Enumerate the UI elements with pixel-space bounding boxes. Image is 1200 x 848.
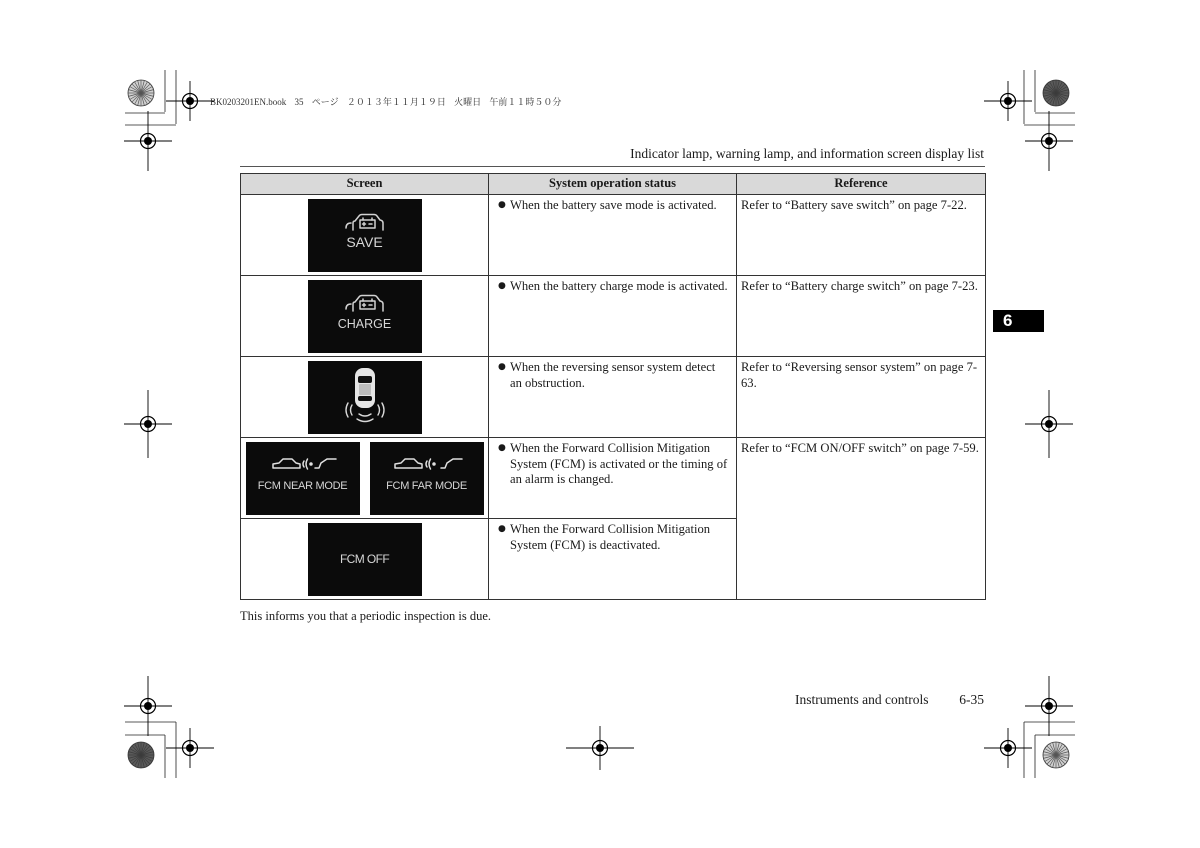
- battery-car-symbol: [346, 214, 383, 230]
- screen-label: FCM FAR MODE: [386, 479, 467, 492]
- screen-cell: [241, 195, 489, 276]
- screen-group: [241, 361, 488, 434]
- hook-stroke: [346, 304, 351, 309]
- reference-cell: Refer to “FCM ON/OFF switch” on page 7-59.: [737, 438, 986, 600]
- table-row: [241, 276, 986, 357]
- status-text: When the reversing sensor system detect an obstruction.: [510, 360, 716, 390]
- screen-label: CHARGE: [337, 316, 392, 331]
- battery-car-symbol: [346, 295, 383, 311]
- wave-right-outer: [382, 403, 384, 417]
- column-header-screen: Screen: [241, 174, 489, 195]
- wave-rear-outer: [357, 419, 373, 422]
- radar-wave-2: [429, 459, 431, 469]
- fcm-symbol: [273, 459, 336, 469]
- reversing-sensor-screen: [308, 361, 422, 434]
- screen-cell: [241, 357, 489, 438]
- screen-label: FCM OFF: [339, 551, 390, 566]
- status-item: [498, 441, 736, 488]
- status-cell: [489, 438, 737, 519]
- own-car: [395, 459, 422, 468]
- registration-mark: [166, 81, 214, 121]
- screen-cell: [241, 519, 489, 600]
- fcm-far-mode-screen: [370, 442, 484, 515]
- screen-group: [241, 199, 488, 272]
- fcm-symbol: [395, 459, 462, 469]
- page-number: 6-35: [959, 692, 984, 707]
- screen-group: [241, 280, 488, 353]
- radar-dot: [310, 463, 312, 465]
- charge-screen: [308, 280, 422, 353]
- table-row: [241, 195, 986, 276]
- star-target: [1043, 80, 1069, 106]
- registration-mark: [1025, 676, 1073, 736]
- star-target: [128, 80, 154, 106]
- registration-mark: [566, 726, 634, 770]
- save-screen: [308, 199, 422, 272]
- chapter-tab: 6: [993, 310, 1044, 332]
- fcm-off-screen: [308, 523, 422, 596]
- screen-cell: [241, 276, 489, 357]
- registration-mark: [124, 676, 172, 736]
- status-text: When the battery save mode is activated.: [510, 198, 717, 212]
- footer-section-title: Instruments and controls: [795, 692, 929, 707]
- screen-cell: [241, 438, 489, 519]
- column-header-status: System operation status: [489, 174, 737, 195]
- status-cell: [489, 276, 737, 357]
- roof: [359, 384, 371, 395]
- star-target: [128, 742, 154, 768]
- own-car: [273, 459, 300, 468]
- wave-left-outer: [346, 403, 348, 417]
- reversing-sensor-icon: [308, 361, 422, 434]
- running-header: Indicator lamp, warning lamp, and information screen display list: [630, 146, 984, 161]
- column-header-reference: Reference: [737, 174, 986, 195]
- status-cell: [489, 357, 737, 438]
- table-header-row: [241, 174, 986, 195]
- header-rule: [240, 166, 985, 167]
- star-target: [1043, 742, 1069, 768]
- status-text: When the battery charge mode is activated.: [510, 279, 728, 293]
- vehicle-ahead: [315, 459, 336, 468]
- status-text: When the Forward Collision Mitigation System (FCM) is deactivated.: [510, 522, 711, 552]
- screen-group: [241, 442, 488, 515]
- status-cell: [489, 519, 737, 600]
- table-row: [241, 438, 986, 519]
- status-item: [498, 279, 736, 295]
- reference-cell: Refer to “Reversing sensor system” on page 7-63.: [737, 357, 986, 438]
- bullet-icon: ●: [498, 281, 506, 291]
- inspection-note: This informs you that a periodic inspection is due.: [240, 609, 491, 623]
- radar-wave-1: [426, 461, 427, 467]
- wave-left-inner: [350, 405, 352, 415]
- status-text: When the Forward Collision Mitigation System (FCM) is activated or the timing of an alarm is changed.: [510, 441, 728, 486]
- battery-terminals: [362, 299, 372, 307]
- battery-terminals: [362, 218, 372, 226]
- vehicle-ahead: [441, 459, 462, 468]
- registration-mark: [166, 728, 214, 768]
- registration-mark: [1025, 111, 1073, 171]
- windshield: [358, 376, 372, 383]
- registration-mark: [124, 111, 172, 171]
- bullet-icon: ●: [498, 443, 506, 453]
- fcm-near-mode-screen: [246, 442, 360, 515]
- registration-mark: [1025, 390, 1073, 458]
- bullet-icon: ●: [498, 362, 506, 372]
- registration-mark: [984, 81, 1032, 121]
- bullet-icon: ●: [498, 524, 506, 534]
- registration-mark: [124, 390, 172, 458]
- status-item: [498, 198, 736, 214]
- bullet-icon: ●: [498, 200, 506, 210]
- display-list-table: [240, 173, 986, 600]
- screen-label: FCM NEAR MODE: [257, 479, 348, 492]
- radar-dot: [433, 463, 435, 465]
- radar-wave-2: [306, 459, 308, 469]
- print-job-info: BK0203201EN.book 35 ページ ２０１３年１１月１９日 火曜日 午前１１時５０分: [210, 97, 562, 107]
- wave-rear-inner: [359, 414, 371, 416]
- registration-mark: [984, 728, 1032, 768]
- table-row: [241, 357, 986, 438]
- status-cell: [489, 195, 737, 276]
- reference-cell: Refer to “Battery save switch” on page 7-22.: [737, 195, 986, 276]
- status-item: [498, 360, 736, 391]
- radar-wave-1: [303, 461, 304, 467]
- screen-label: SAVE: [346, 233, 383, 250]
- reference-cell: Refer to “Battery charge switch” on page 7-23.: [737, 276, 986, 357]
- rear-window: [358, 396, 372, 401]
- status-item: [498, 522, 736, 553]
- car-top-view: [355, 368, 375, 408]
- hook-stroke: [346, 223, 351, 228]
- screen-group: [241, 523, 488, 596]
- wave-right-inner: [378, 405, 380, 415]
